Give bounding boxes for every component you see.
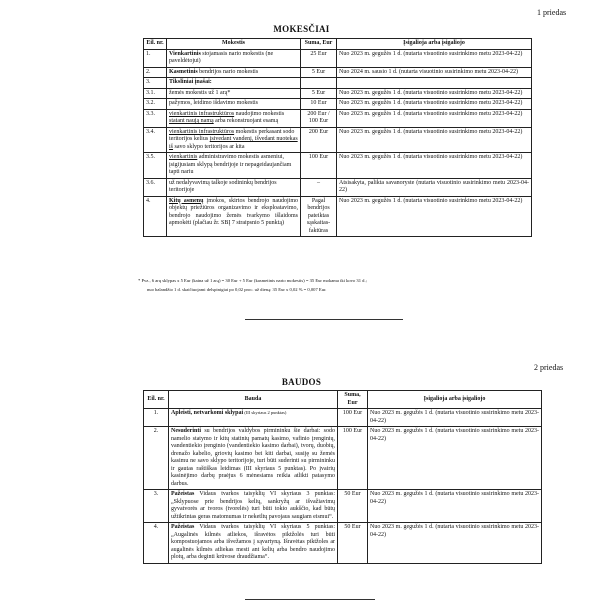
row-fee: Kasmetinis bendrijos nario mokestis	[167, 67, 301, 78]
fees-table	[143, 38, 532, 237]
row-fee: Vienkartinis stojamasis nario mokestis (ne paveldėtojui)	[167, 49, 301, 67]
col-header-nr: Eil. nr.	[144, 391, 169, 409]
row-nr: 3.	[144, 490, 169, 523]
col-header-nr: Eil. nr.	[144, 39, 167, 50]
row-nr: 4.	[144, 196, 167, 237]
col-header-amount: Suma, Eur	[301, 39, 337, 50]
row-fine: Apleisti, netvarkomi sklypai (III skyriaus 2 punktas)	[169, 409, 338, 427]
row-nr: 4.	[144, 523, 169, 564]
row-nr: 3.3.	[144, 109, 167, 127]
table-row	[144, 490, 542, 523]
table-row	[144, 49, 532, 67]
row-nr: 3.4.	[144, 127, 167, 153]
row-fee: pažymos, leidimo išdavimo mokestis	[167, 99, 301, 110]
row-amount: –	[301, 178, 337, 196]
row-nr: 2.	[144, 427, 169, 490]
row-valid: Nuo 2023 m. gegužės 1 d. (nutarta visuotinio susirinkimo metu 2023-04-22)	[368, 523, 542, 564]
row-nr: 3.1.	[144, 88, 167, 99]
row-amount: 100 Eur	[301, 153, 337, 179]
table-row	[144, 178, 532, 196]
row-valid	[337, 78, 532, 89]
fees-header-row	[144, 39, 532, 50]
col-header-valid: Įsigalioja arba įsigaliojo	[337, 39, 532, 50]
fines-header-row	[144, 391, 542, 409]
table-row	[144, 409, 542, 427]
row-valid: Nuo 2023 m. gegužės 1 d. (nutarta visuotinio susirinkimo metu 2023-04-22)	[337, 127, 532, 153]
row-amount	[301, 78, 337, 89]
separator-line-bottom	[245, 599, 375, 600]
table-row	[144, 153, 532, 179]
row-amount: Pagal bendrijos pateiktas sąskaitas-faktūras	[301, 196, 337, 237]
annex1-label: 1 priedas	[537, 8, 567, 17]
table-row	[144, 427, 542, 490]
row-valid: Nuo 2023 m. gegužės 1 d. (nutarta visuotinio susirinkimo metu 2023-04-22)	[337, 153, 532, 179]
table-row	[144, 67, 532, 78]
table-row	[144, 127, 532, 153]
row-valid: Nuo 2024 m. sausio 1 d. (nutarta visuotinio susirinkimo metu 2023-04-22)	[337, 67, 532, 78]
row-nr: 1.	[144, 409, 169, 427]
table-row	[144, 78, 532, 89]
row-fee: už nedalyvavimą talkoje sodininkų bendrijos teritorijoje	[167, 178, 301, 196]
table-row	[144, 88, 532, 99]
row-fee: vienkartinis infrastruktūros mokestis perkasant sodo teritorijos kelius įsivedant vandenį, išvedant nuotekas iš savo sklypo teritorijos ar kita	[167, 127, 301, 153]
row-valid: Nuo 2023 m. gegužės 1 d. (nutarta visuotinio susirinkimo metu 2023-04-22)	[368, 427, 542, 490]
footnote-2: nuo balandžio 1 d. skaičiuojami delspinigiai po 0,02 proc. už dieną: 35 Eur x 0,02 % = 0,007 Eur.	[147, 287, 327, 292]
row-amount: 50 Eur	[338, 523, 368, 564]
row-fee: Tiksliniai įnašai:	[167, 78, 301, 89]
annex2-title: BAUDOS	[281, 377, 322, 387]
row-nr: 3.6.	[144, 178, 167, 196]
row-amount: 5 Eur	[301, 88, 337, 99]
row-valid: Nuo 2023 m. gegužės 1 d. (nutarta visuotinio susirinkimo metu 2023-04-22)	[337, 196, 532, 237]
annex2-label: 2 priedas	[534, 363, 564, 372]
row-amount: 10 Eur	[301, 99, 337, 110]
row-nr: 3.5.	[144, 153, 167, 179]
row-nr: 1.	[144, 49, 167, 67]
annex1-title: MOKESČIAI	[273, 24, 330, 34]
row-valid: Nuo 2023 m. gegužės 1 d. (nutarta visuotinio susirinkimo metu 2023-04-22)	[337, 109, 532, 127]
row-valid: Nuo 2023 m. gegužės 1 d. (nutarta visuotinio susirinkimo metu 2023-04-22)	[337, 49, 532, 67]
row-valid: Nuo 2023 m. gegužės 1 d. (nutarta visuotinio susirinkimo metu 2023-04-22)	[337, 88, 532, 99]
table-row	[144, 99, 532, 110]
footnote-1: * Pvz., 6 arų sklypas x 5 Eur (kaina už 1 arą) = 30 Eur + 5 Eur (kasmetinis nario mokestis) = 35 Eur mokama iki kovo 31 d.;	[138, 278, 367, 283]
col-header-amount: Suma, Eur	[338, 391, 368, 409]
row-nr: 3.	[144, 78, 167, 89]
col-header-fine: Bauda	[169, 391, 338, 409]
row-amount: 100 Eur	[338, 427, 368, 490]
col-header-fee: Mokestis	[167, 39, 301, 50]
row-valid: Nuo 2023 m. gegužės 1 d. (nutarta visuotinio susirinkimo metu 2023-04-22)	[368, 409, 542, 427]
row-fine: Nesuderinti su bendrijos valdybos pirmininku šie darbai: sodo namelio statymo ir kitų statinių pamatų kasimo, vafinio įrenginių, vandentiekio įrenginio (vandentiekio kasimo darbai), tvorų, duobių, drenažo kabelio, griovių kasimo bei kiti darbai, susiję su žemės kasimu ne savo sklypo teritorijoje, turi būti suderinti su pirmininku ir gautas raštiškas leidimas (III skyriaus 5 punktas). Po įvairių kasinėjimo darbų praėjus 6 mėnesiams reikia atlikti patasymo darbus.	[169, 427, 338, 490]
row-amount: 50 Eur	[338, 490, 368, 523]
row-valid: Atsisakyta, palikta savanoryste (nutarta visuotinio susirinkimo metu 2023-04-22)	[337, 178, 532, 196]
table-row	[144, 109, 532, 127]
table-row	[144, 196, 532, 237]
row-fine: Pažeistas Vidaus tvarkos taisyklių VI skyriaus 3 punktas: „Sklypuose prie bendrijos kelių, sankryžų ar išvažiavimų gyvatvorės ar tvoros (tvorelės) turi būti tokio aukščio, kad būtų užtikrintas geras matomumas ir neketltų pavojaus saugiam eismui“.	[169, 490, 338, 523]
row-valid: Nuo 2023 m. gegužės 1 d. (nutarta visuotinio susirinkimo metu 2023-04-22)	[337, 99, 532, 110]
row-nr: 2.	[144, 67, 167, 78]
row-valid: Nuo 2023 m. gegužės 1 d. (nutarta visuotinio susirinkimo metu 2023-04-22)	[368, 490, 542, 523]
row-fee: vienkartinis infrastruktūros naudojimo mokestis statant naują namą arba rekonstruojant esamą	[167, 109, 301, 127]
row-fine: Pažeistas Vidaus tvarkos taisyklių VI skyriaus 5 punktas: „Augalinės kilmės atliekos, išravėtos piktžolės turi būti kompostuojamos arba išvežamos į sąvartyną. Išravėtas piktžoles ar augalinės kilmės atliekas mesti ant kelių arba bendro naudojimo plotų, arba deginti krūvose draudžiama“.	[169, 523, 338, 564]
row-amount: 5 Eur	[301, 67, 337, 78]
row-nr: 3.2.	[144, 99, 167, 110]
row-amount: 200 Eur / 100 Eur	[301, 109, 337, 127]
row-amount: 100 Eur	[338, 409, 368, 427]
row-fee: vienkartinis administravimo mokestis asmeniui, įsigijusiam sklypą bendrijoje ir nepageidaujančiam tapti nariu	[167, 153, 301, 179]
row-fee: Kitų asmenų įmokos, skirtos bendrojo naudojimo objektų priežiūros organizavimo ir eksploatavimo, bendrojo naudojimo žemės tvarkymo išlaidoms apmokėti (plačiau žr. SBĮ 7 straipsnio 5 punktą)	[167, 196, 301, 237]
row-amount: 200 Eur	[301, 127, 337, 153]
table-row	[144, 523, 542, 564]
col-header-valid: Įsigalioja arba įsigaliojo	[368, 391, 542, 409]
row-fee: žemės mokestis už 1 arą*	[167, 88, 301, 99]
row-amount: 25 Eur	[301, 49, 337, 67]
fines-table	[143, 390, 542, 564]
separator-line	[245, 319, 403, 320]
